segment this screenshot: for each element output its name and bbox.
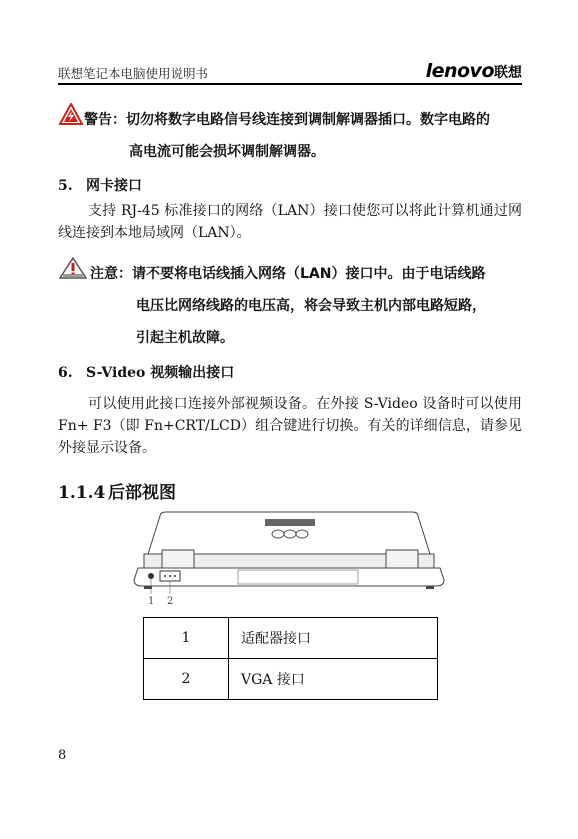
port-label: 适配器接口: [229, 618, 438, 659]
notice-line-3: 引起主机故障。: [136, 330, 234, 346]
adapter-port-icon: [148, 573, 154, 579]
subsection-heading: [58, 478, 176, 503]
header-rule: [58, 83, 522, 85]
page-header: [58, 62, 522, 82]
section-6-title: S-Video 视频输出接口: [86, 365, 235, 381]
port-number: 1: [144, 618, 229, 659]
section-6-body: 可以使用此接口连接外部视频设备。在外接 S-Video 设备时可以使用 Fn+ F3（即 Fn+CRT/LCD）组合键进行切换。有关的详细信息，请参见外接显示设备。: [58, 396, 522, 456]
warning-triangle-icon: [59, 103, 83, 125]
section-5-body: 支持 RJ-45 标准接口的网络（LAN）接口使您可以将此计算机通过网线连接到本地局域网（LAN）。: [58, 203, 522, 241]
subsection-number: 1.1.4: [58, 483, 106, 503]
warning-line-1: 切勿将数字电路信号线连接到调制解调器插口。数字电路的: [126, 112, 490, 128]
section-5-heading: [58, 175, 142, 195]
port-label: VGA 接口: [229, 659, 438, 700]
table-row: [144, 659, 438, 700]
section-5-title: 网卡接口: [86, 178, 142, 194]
logo-latin: lenovo: [425, 60, 494, 82]
section-6-heading: [58, 362, 234, 382]
table-row: [144, 618, 438, 659]
notice-block: [90, 264, 535, 348]
section-6-number: 6.: [58, 365, 73, 381]
exclamation-triangle-icon: [59, 257, 87, 279]
warning-block: [84, 110, 534, 162]
notice-label: 注意：: [90, 266, 132, 282]
warning-label: 警告：: [84, 112, 126, 128]
ports-table: [143, 617, 438, 700]
notice-line-2: 电压比网络线路的电压高，将会导致主机内部电路短路，: [136, 298, 486, 314]
callout-1: 1: [148, 596, 155, 607]
lenovo-logo: [426, 60, 522, 82]
subsection-title: 后部视图: [108, 483, 176, 503]
page-number: 8: [58, 748, 67, 763]
callout-2: 2: [167, 596, 174, 607]
manual-title: 联想笔记本电脑使用说明书: [58, 66, 209, 81]
notice-line-1: 请不要将电话线插入网络（LAN）接口中。由于电话线路: [132, 266, 486, 282]
port-number: 2: [144, 659, 229, 700]
section-5-number: 5.: [58, 178, 73, 194]
laptop-rear-view-figure: [130, 510, 448, 610]
logo-cn: 联想: [494, 65, 522, 81]
warning-line-2: 高电流可能会损坏调制解调器。: [129, 144, 325, 160]
